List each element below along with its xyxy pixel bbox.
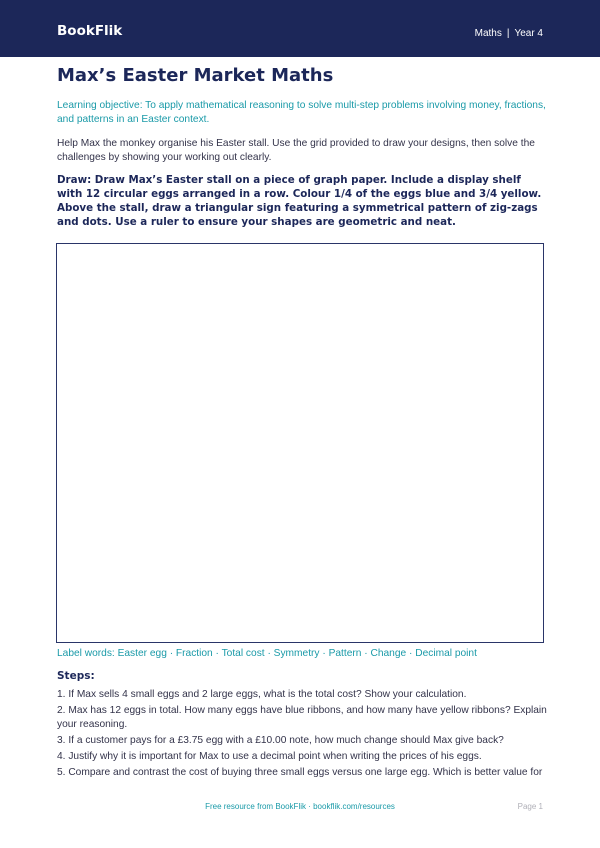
page-header	[0, 0, 600, 57]
subject-label: Maths	[474, 28, 502, 39]
intro-text: Help Max the monkey organise his Easter stall. Use the grid provided to draw your designs, then solve the challenges by showing your working out clearly.	[57, 138, 535, 163]
meta-separator: |	[506, 28, 510, 39]
step-item: 3. If a customer pays for a £3.75 egg with a £10.00 note, how much change should Max give back?	[57, 734, 504, 746]
footer-text: Free resource from BookFlik · bookflik.com/resources	[205, 802, 395, 811]
drawing-area[interactable]	[56, 243, 544, 643]
year-label: Year 4	[514, 28, 543, 39]
steps-heading: Steps:	[57, 670, 95, 682]
page-title: Max’s Easter Market Maths	[57, 65, 334, 86]
subject-year-meta	[475, 28, 543, 39]
step-item: 1. If Max sells 4 small eggs and 2 large eggs, what is the total cost? Show your calculation.	[57, 689, 467, 700]
step-item: 5. Compare and contrast the cost of buying three small eggs versus one large egg. Which is better value for	[57, 767, 543, 779]
label-words: Label words: Easter egg · Fraction · Total cost · Symmetry · Pattern · Change · Decimal point	[57, 648, 477, 659]
learning-objective: Learning objective: To apply mathematical reasoning to solve multi-step problems involving money, fractions, and patterns in an Easter context.	[57, 100, 546, 125]
page-number: Page 1	[517, 802, 543, 811]
step-item: 4. Justify why it is important for Max to use a decimal point when writing the prices of his eggs.	[57, 751, 482, 763]
steps-list	[57, 688, 547, 783]
brand-logo: BookFlik	[57, 23, 123, 39]
step-item: 2. Max has 12 eggs in total. How many eggs have blue ribbons, and how many have yellow ribbons? Explain your reasoning.	[57, 705, 547, 730]
draw-instruction: Draw: Draw Max’s Easter stall on a piece of graph paper. Include a display shelf with 12 circular eggs arranged in a row. Colour 1/4 of the eggs blue and 3/4 yellow. Above the stall, draw a triangular sign featuring a symmetrical pattern of zig-zags and dots. Use a ruler to ensure your shapes are geometric and neat.	[57, 174, 542, 228]
